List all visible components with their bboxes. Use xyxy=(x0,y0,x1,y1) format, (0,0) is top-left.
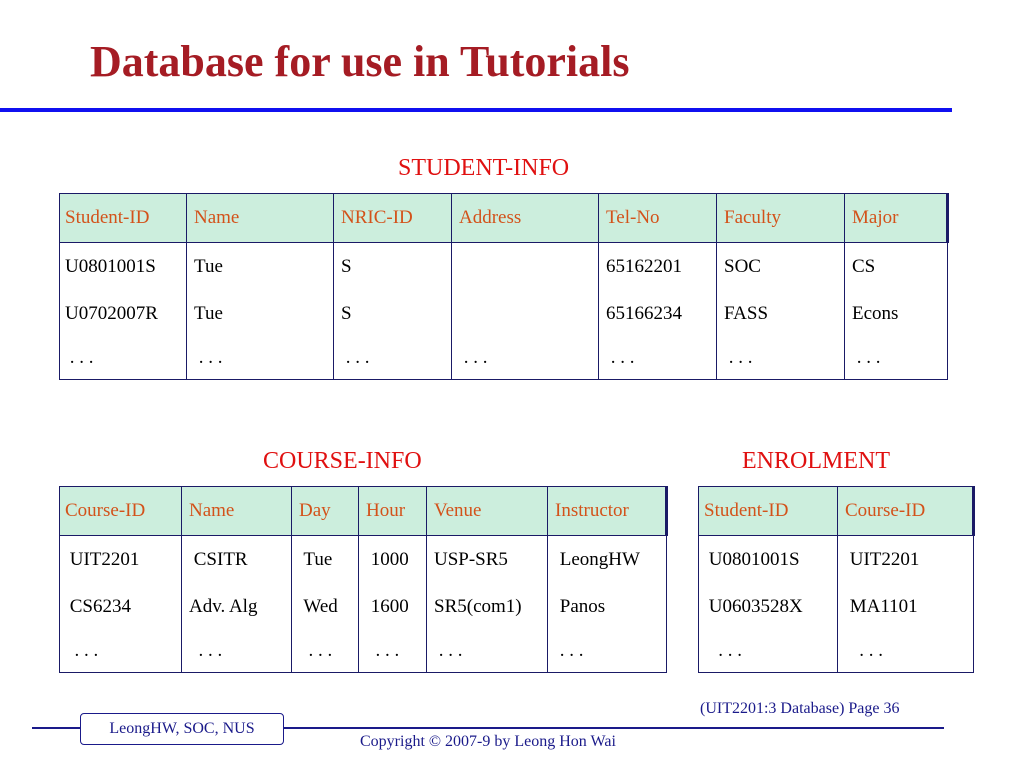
enrolment-caption: ENROLMENT xyxy=(742,448,890,474)
enrolment-row xyxy=(699,583,974,630)
enrolment-header-row xyxy=(699,487,974,536)
course-info-cell: SR5(com1) xyxy=(427,583,548,630)
enrolment-cell: U0801001S xyxy=(704,548,800,570)
course-info-cell: LeongHW xyxy=(548,536,667,584)
student-info-cell: Econs xyxy=(845,290,948,337)
course-info-header-cell: Instructor xyxy=(548,487,667,536)
course-info-cell: Tue xyxy=(292,536,359,584)
course-info-cell: Wed xyxy=(292,583,359,630)
enrolment-cell: MA1101 xyxy=(838,583,974,630)
course-info-cell: . . . xyxy=(359,630,427,673)
student-info-cell: . . . xyxy=(65,347,94,368)
student-info-cell: . . . xyxy=(452,337,599,380)
course-info-cell: USP-SR5 xyxy=(427,536,548,584)
enrolment-header-cell: Student-ID xyxy=(699,487,838,536)
course-info-cell: Panos xyxy=(548,583,667,630)
course-info-row xyxy=(60,536,667,584)
course-info-cell: . . . xyxy=(548,630,667,673)
course-info-cell: . . . xyxy=(65,640,99,661)
student-info-caption: STUDENT-INFO xyxy=(398,155,570,181)
enrolment-cell: . . . xyxy=(704,640,742,661)
author-box: LeongHW, SOC, NUS xyxy=(80,713,284,745)
course-info-cell: . . . xyxy=(292,630,359,673)
course-info-header-row xyxy=(60,487,667,536)
student-info-cell: 65166234 xyxy=(599,290,717,337)
course-info-header-cell: Day xyxy=(292,487,359,536)
course-info-header-cell: Name xyxy=(182,487,292,536)
enrolment-row xyxy=(699,536,974,584)
enrolment-body xyxy=(699,536,974,673)
student-info-header-cell: Address xyxy=(452,194,599,243)
student-info-header-row xyxy=(60,194,948,243)
student-info-header-cell: Student-ID xyxy=(60,194,187,243)
enrolment-cell: UIT2201 xyxy=(838,536,974,584)
course-info-row xyxy=(60,583,667,630)
student-info-cell: Tue xyxy=(187,290,334,337)
student-info-cell xyxy=(452,243,599,291)
student-info-row xyxy=(60,337,948,380)
student-info-cell: CS xyxy=(845,243,948,291)
enrolment-row xyxy=(699,630,974,673)
enrolment-table xyxy=(698,486,975,673)
student-info-row xyxy=(60,243,948,291)
student-info-table xyxy=(59,193,949,380)
copyright-text: Copyright © 2007-9 by Leong Hon Wai xyxy=(360,733,616,750)
course-info-row xyxy=(60,630,667,673)
student-info-cell: FASS xyxy=(717,290,845,337)
student-info-cell: . . . xyxy=(845,337,948,380)
student-info-header-cell: Faculty xyxy=(717,194,845,243)
student-info-cell xyxy=(452,290,599,337)
page-number: (UIT2201:3 Database) Page 36 xyxy=(700,700,900,717)
student-info-header-cell: Name xyxy=(187,194,334,243)
student-info-cell: . . . xyxy=(334,337,452,380)
student-info-cell: U0702007R xyxy=(65,302,158,324)
student-info-header-cell: Major xyxy=(845,194,948,243)
student-info-cell: . . . xyxy=(599,337,717,380)
course-info-header-cell: Hour xyxy=(359,487,427,536)
course-info-table xyxy=(59,486,668,673)
enrolment-header-cell: Course-ID xyxy=(838,487,974,536)
course-info-header-cell: Venue xyxy=(427,487,548,536)
course-info-header-cell: Course-ID xyxy=(60,487,182,536)
student-info-cell: U0801001S xyxy=(65,255,156,277)
student-info-cell: S xyxy=(334,290,452,337)
student-info-header-cell: Tel-No xyxy=(599,194,717,243)
course-info-cell: UIT2201 xyxy=(65,548,140,570)
course-info-cell: Adv. Alg xyxy=(182,583,292,630)
student-info-cell: SOC xyxy=(717,243,845,291)
title-underline xyxy=(0,108,952,112)
course-info-cell: . . . xyxy=(427,630,548,673)
enrolment-cell: . . . xyxy=(838,630,974,673)
course-info-cell: CSITR xyxy=(182,536,292,584)
student-info-cell: Tue xyxy=(187,243,334,291)
student-info-cell: S xyxy=(334,243,452,291)
student-info-row xyxy=(60,290,948,337)
student-info-cell: . . . xyxy=(187,337,334,380)
course-info-cell: . . . xyxy=(182,630,292,673)
slide-title: Database for use in Tutorials xyxy=(90,37,630,86)
enrolment-cell: U0603528X xyxy=(704,595,803,617)
course-info-cell: CS6234 xyxy=(65,595,131,617)
course-info-cell: 1000 xyxy=(359,536,427,584)
course-info-body xyxy=(60,536,667,673)
student-info-cell: 65162201 xyxy=(599,243,717,291)
course-info-caption: COURSE-INFO xyxy=(263,448,422,474)
student-info-body xyxy=(60,243,948,380)
student-info-cell: . . . xyxy=(717,337,845,380)
course-info-cell: 1600 xyxy=(359,583,427,630)
student-info-header-cell: NRIC-ID xyxy=(334,194,452,243)
